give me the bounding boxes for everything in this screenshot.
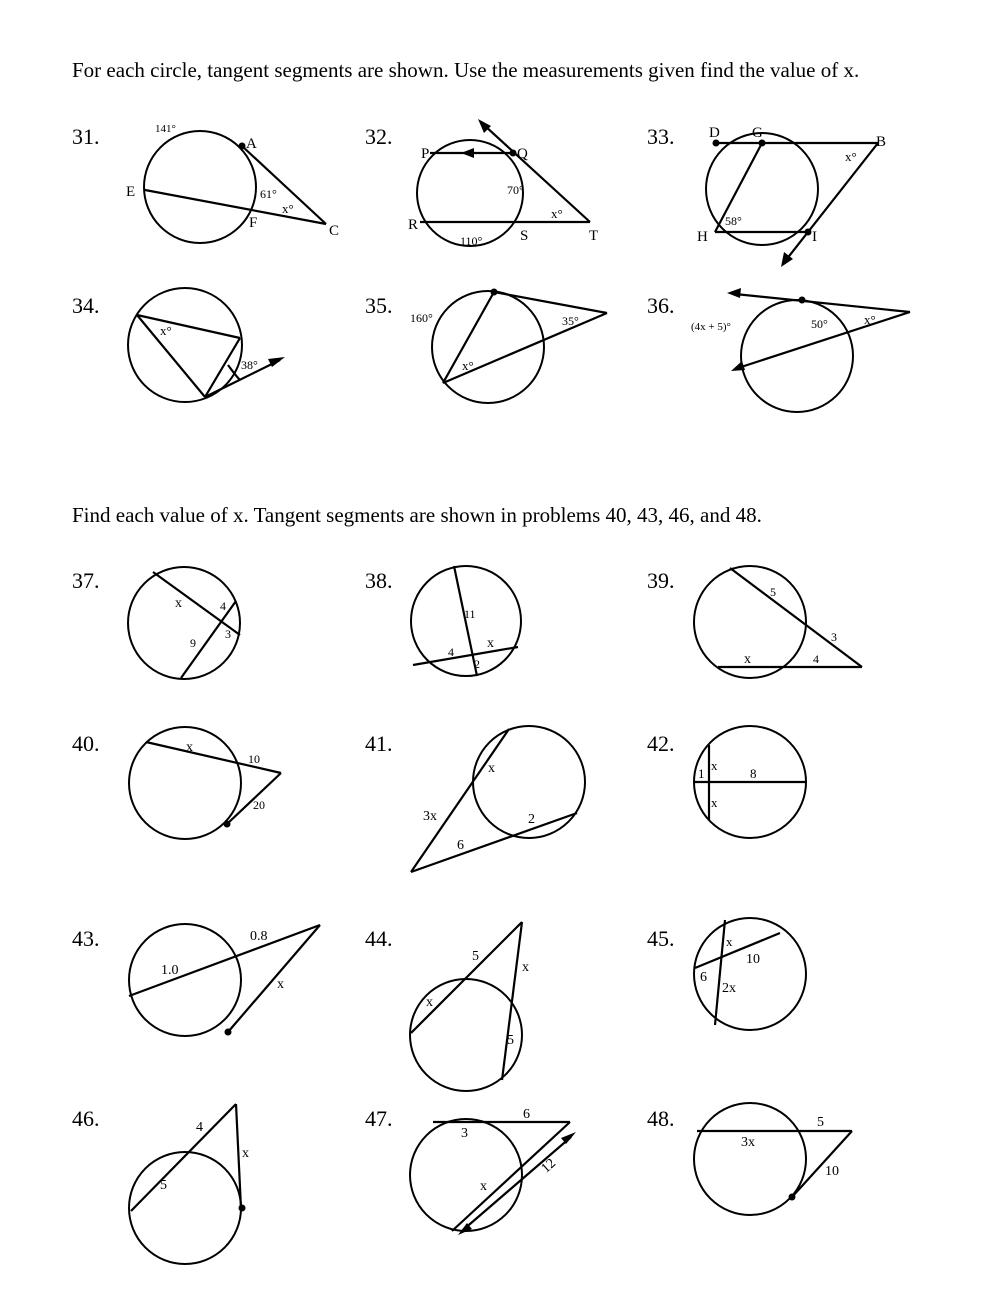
label-39-x: x — [744, 652, 751, 667]
label-47-3: 3 — [461, 1126, 468, 1141]
label-31-C: C — [329, 223, 340, 239]
secant-40 — [146, 742, 281, 773]
label-32-arc-110: 110° — [460, 234, 483, 248]
problem-number-39: 39. — [647, 568, 675, 593]
problem-number-45: 45. — [647, 926, 675, 951]
label-36-arc-50: 50° — [811, 317, 828, 331]
label-42-8: 8 — [750, 766, 757, 781]
problem-number-37: 37. — [72, 568, 100, 593]
problem-number-41: 41. — [365, 731, 393, 756]
figure-46 — [129, 1104, 249, 1264]
label-33-G: G — [752, 125, 763, 141]
label-32-Q: Q — [517, 146, 528, 162]
tangent-35-top — [494, 292, 607, 313]
problem-number-34: 34. — [72, 293, 100, 318]
label-37-9: 9 — [190, 636, 196, 650]
tangent-point-46 — [239, 1205, 246, 1212]
label-35-angle-35: 35° — [562, 314, 579, 328]
circle-45 — [694, 918, 806, 1030]
point-33-I — [805, 229, 812, 236]
label-47-x: x — [480, 1179, 487, 1194]
figure-41 — [411, 726, 585, 872]
figure-43 — [129, 924, 320, 1036]
tangent-point-48 — [789, 1194, 796, 1201]
label-42-x-bottom: x — [711, 795, 718, 810]
problem-number-31: 31. — [72, 124, 100, 149]
label-32-arc-70: 70° — [507, 183, 524, 197]
circle-43 — [129, 924, 241, 1036]
label-44-x-right: x — [522, 960, 529, 975]
arrowhead-47a — [561, 1132, 576, 1144]
figure-38 — [411, 566, 521, 676]
figure-45 — [694, 918, 806, 1030]
tangent-point-32 — [510, 150, 517, 157]
label-44-x-left: x — [426, 995, 433, 1010]
problem-number-44: 44. — [365, 926, 393, 951]
tangent-48 — [792, 1131, 852, 1197]
figure-34 — [128, 288, 285, 402]
figure-47 — [410, 1107, 576, 1235]
figure-42 — [694, 726, 806, 838]
tangent-36 — [735, 294, 910, 312]
arrowhead-32b — [461, 148, 474, 158]
label-39-3: 3 — [831, 630, 837, 644]
secant-46 — [131, 1104, 236, 1211]
label-31-F: F — [249, 215, 258, 231]
label-37-3: 3 — [225, 627, 231, 641]
figure-33 — [697, 125, 886, 267]
label-42-1: 1 — [698, 766, 705, 781]
label-36-x: x° — [864, 312, 876, 327]
circle-36 — [741, 300, 853, 412]
instructions-part1: For each circle, tangent segments are shown. Use the measurements given find the value of x. — [72, 58, 860, 82]
secant-47-b — [452, 1122, 570, 1231]
label-33-D: D — [709, 125, 720, 141]
instructions-part2: Find each value of x. Tangent segments are shown in problems 40, 43, 46, and 48. — [72, 503, 762, 527]
problem-number-43: 43. — [72, 926, 100, 951]
secant-44-a — [411, 922, 522, 1033]
label-41-3x: 3x — [423, 809, 437, 824]
label-31-arc-141: 141° — [155, 123, 176, 135]
label-43-x: x — [277, 977, 284, 992]
secant-33 — [786, 143, 878, 260]
label-38-2: 2 — [474, 657, 480, 671]
label-33-H: H — [697, 229, 708, 245]
label-43-1.0: 1.0 — [161, 963, 179, 978]
label-33-B: B — [876, 134, 887, 150]
chord-37-a — [153, 572, 240, 635]
label-31-arc-61: 61° — [260, 187, 277, 201]
label-32-P: P — [421, 146, 430, 162]
tangent-point-40 — [224, 821, 231, 828]
tangent-point-31 — [239, 143, 246, 150]
figure-35 — [410, 289, 607, 404]
arrowhead-36b — [731, 361, 745, 371]
figure-44 — [410, 922, 529, 1091]
circle-33 — [706, 133, 818, 245]
label-41-x: x — [488, 761, 495, 776]
label-34-x: x° — [160, 323, 172, 338]
label-37-x: x — [175, 596, 182, 611]
label-47-12: 12 — [538, 1156, 560, 1177]
label-34-angle-38: 38° — [241, 358, 258, 372]
label-41-6: 6 — [457, 838, 464, 853]
problem-number-40: 40. — [72, 731, 100, 756]
tangent-point-43 — [225, 1029, 232, 1036]
label-48-3x: 3x — [741, 1135, 755, 1150]
problem-number-36: 36. — [647, 293, 675, 318]
label-35-arc-160: 160° — [410, 311, 433, 325]
arrowhead-36a — [727, 288, 741, 298]
label-40-20: 20 — [253, 798, 265, 812]
label-45-x: x — [726, 934, 733, 949]
label-37-4: 4 — [220, 599, 226, 613]
label-32-x: x° — [551, 206, 563, 221]
figure-37 — [128, 567, 240, 679]
problem-number-38: 38. — [365, 568, 393, 593]
problem-number-35: 35. — [365, 293, 393, 318]
label-46-5: 5 — [160, 1178, 167, 1193]
label-39-4: 4 — [813, 652, 819, 666]
figure-39 — [694, 566, 862, 678]
label-45-10: 10 — [746, 952, 760, 967]
label-39-5: 5 — [770, 585, 776, 599]
label-43-0.8: 0.8 — [250, 929, 268, 944]
label-48-10: 10 — [825, 1164, 839, 1179]
label-31-A: A — [246, 136, 257, 152]
figure-48 — [694, 1103, 852, 1215]
problem-number-47: 47. — [365, 1106, 393, 1131]
label-40-10: 10 — [248, 752, 260, 766]
label-33-x: x° — [845, 149, 857, 164]
label-33-I: I — [812, 229, 817, 245]
secant-44-b — [502, 922, 522, 1080]
label-38-4: 4 — [448, 645, 454, 659]
label-46-x: x — [242, 1146, 249, 1161]
chord-45-b — [715, 920, 725, 1025]
label-44-5-top: 5 — [472, 949, 479, 964]
secant-31 — [145, 190, 326, 224]
label-47-6: 6 — [523, 1107, 530, 1122]
label-45-2x: 2x — [722, 981, 736, 996]
circle-34 — [128, 288, 242, 402]
label-45-6: 6 — [700, 970, 707, 985]
label-36-arc-expr: (4x + 5)° — [691, 321, 731, 333]
problem-number-46: 46. — [72, 1106, 100, 1131]
tangent-point-36 — [799, 297, 806, 304]
label-31-E: E — [126, 184, 136, 200]
label-32-T: T — [589, 228, 599, 244]
label-41-2: 2 — [528, 812, 535, 827]
tangent-point-35 — [491, 289, 498, 296]
problem-number-32: 32. — [365, 124, 393, 149]
figure-40 — [129, 727, 281, 839]
label-48-5: 5 — [817, 1115, 824, 1130]
label-33-angle-58: 58° — [725, 214, 742, 228]
circle-46 — [129, 1152, 241, 1264]
figure-36 — [691, 288, 910, 412]
problem-number-48: 48. — [647, 1106, 675, 1131]
label-44-5-bottom: 5 — [507, 1033, 514, 1048]
label-31-x: x° — [282, 201, 294, 216]
label-32-S: S — [520, 228, 529, 244]
figure-31 — [126, 123, 339, 243]
label-46-4: 4 — [196, 1120, 203, 1135]
label-42-x-top: x — [711, 758, 718, 773]
label-38-11: 11 — [464, 607, 476, 621]
problem-number-42: 42. — [647, 731, 675, 756]
label-38-x: x — [487, 636, 494, 651]
label-32-R: R — [408, 217, 419, 233]
figure-32 — [408, 119, 598, 248]
secant-43 — [129, 925, 320, 996]
label-35-x: x° — [462, 358, 474, 373]
problem-number-33: 33. — [647, 124, 675, 149]
label-40-x: x — [186, 740, 193, 755]
tangent-32 — [484, 125, 590, 222]
